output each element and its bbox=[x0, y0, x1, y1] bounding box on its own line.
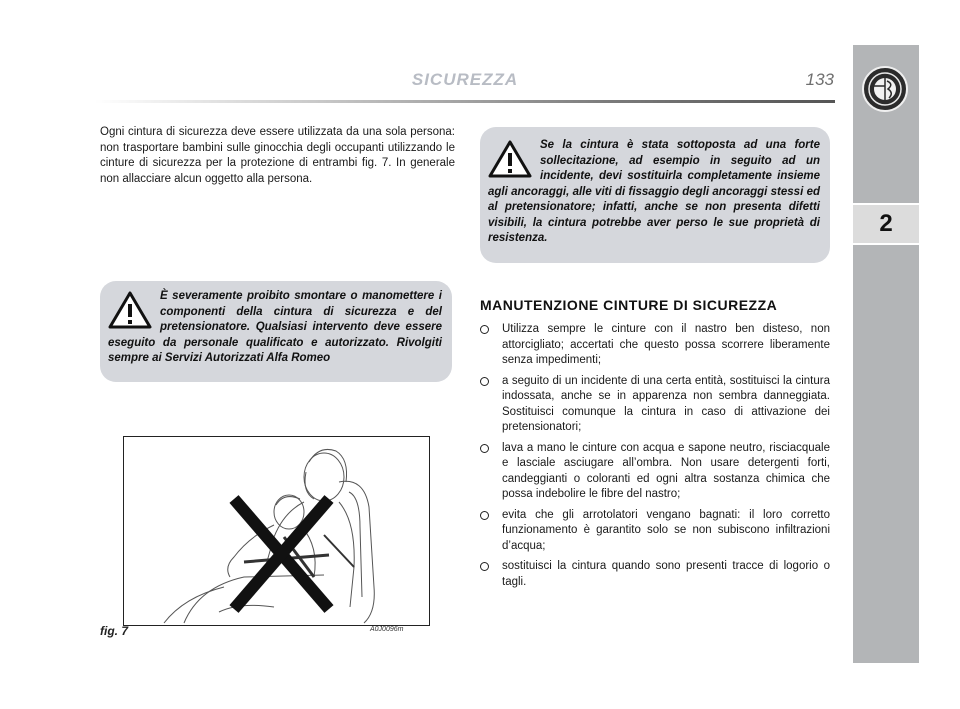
chapter-tab[interactable] bbox=[853, 203, 919, 245]
section-header-title: SICUREZZA bbox=[411, 70, 519, 89]
bullet-circle-icon bbox=[480, 377, 489, 386]
figure-7-illustration bbox=[123, 436, 430, 626]
bullet-circle-icon bbox=[480, 444, 489, 453]
bullet-circle-icon bbox=[480, 325, 489, 334]
warning-text: È severamente proibito smontare o manomettere i componenti della cintura di sicurezza e del pretensionatore. Qualsiasi intervento deve essere eseguito da personale qualificato e autorizzato. Rivolgiti sempre ai Servizi Autorizzati Alfa Romeo bbox=[108, 290, 442, 364]
alfa-romeo-logo-icon bbox=[862, 66, 908, 112]
warning-text: Se la cintura è stata sottoposta ad una forte sollecitazione, ad esempio in seguito ad un incidente, devi sostituirla completamente insieme agli ancoraggi, alle viti di fissaggio degli ancoraggi stessi ed al pretensionatore; infatti, anche se non presenta difetti visibili, la cintura potrebbe aver perso le sue proprietà di resistenza. bbox=[488, 139, 820, 244]
list-item bbox=[480, 441, 830, 503]
warning-box-replacement bbox=[480, 127, 830, 263]
intro-paragraph: Ogni cintura di sicurezza deve essere utilizzata da una sola persona: non trasportare bambini sulle ginocchia degli occupanti utilizzando le cinture di sicurezza per la protezione di entrambi fig. 7. In generale non allacciare alcun oggetto alla persona. bbox=[100, 126, 455, 185]
list-item-text: lava a mano le cinture con acqua e sapone neutro, risciacquale e lasciale asciugare all’ombra. Non usare detergenti forti, candeggianti o coloranti ed ogni altra sostanza chimica che possa indebolire le fibre del nastro; bbox=[502, 441, 830, 500]
list-item-text: Utilizza sempre le cinture con il nastro ben disteso, non attorcigliato; accertati che questo possa scorrere liberamente senza impedimenti; bbox=[502, 323, 830, 366]
bullet-circle-icon bbox=[480, 562, 489, 571]
warning-triangle-icon bbox=[108, 291, 152, 329]
maintenance-section-title: MANUTENZIONE CINTURE DI SICUREZZA bbox=[480, 297, 778, 313]
list-item-text: evita che gli arrotolatori vengano bagnati: il loro corretto funzionamento è garantito solo se non subiscono infiltrazioni d’acqua; bbox=[502, 508, 830, 552]
warning-box-tampering bbox=[100, 281, 452, 382]
maintenance-list bbox=[480, 322, 830, 595]
list-item bbox=[480, 508, 830, 555]
chapter-number: 2 bbox=[879, 210, 893, 237]
list-item-text: a seguito di un incidente di una certa entità, sostituisci la cintura indossata, anche se in apparenza non sembra danneggiata. Sostituisci comunque la cintura in caso di attivazione dei pretensionatori; bbox=[502, 374, 830, 433]
list-item bbox=[480, 374, 830, 436]
header-divider bbox=[95, 100, 835, 103]
list-item bbox=[480, 559, 830, 590]
bullet-circle-icon bbox=[480, 511, 489, 520]
list-item-text: sostituisci la cintura quando sono presenti tracce di logorio o tagli. bbox=[502, 560, 830, 588]
list-item bbox=[480, 322, 830, 369]
chapter-side-strip bbox=[853, 45, 919, 663]
figure-caption: fig. 7 bbox=[100, 624, 129, 638]
warning-triangle-icon bbox=[488, 140, 532, 178]
figure-code: A0J0096m bbox=[370, 626, 404, 633]
page-number: 133 bbox=[805, 70, 834, 89]
child-on-lap-illustration bbox=[124, 437, 428, 624]
